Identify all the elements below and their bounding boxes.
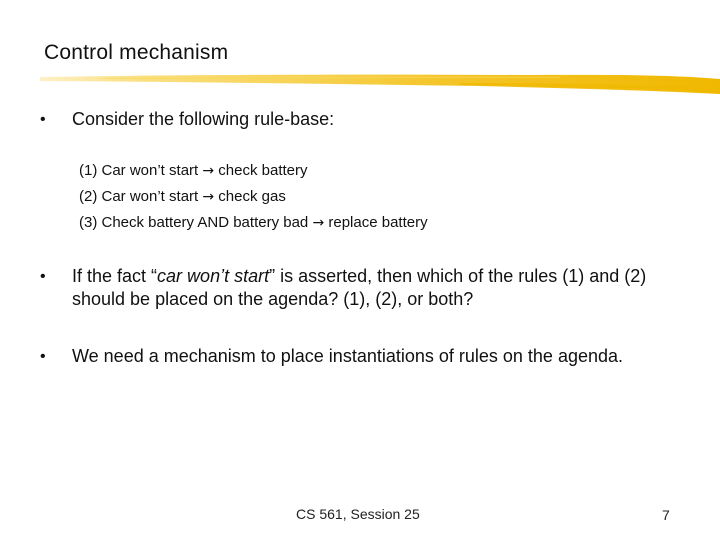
rule-action: replace battery bbox=[328, 214, 428, 231]
rule-action: check battery bbox=[218, 162, 308, 179]
title-underline-brushstroke bbox=[40, 70, 720, 100]
bullet-item-2 bbox=[40, 265, 680, 311]
rule-action: check gas bbox=[218, 188, 286, 205]
bullet-text-post: ” is asserted, then which of the rules (1) and (2) should be placed on the agenda? (1), (2), or both? bbox=[72, 266, 647, 309]
rule-condition: (1) Car won’t start bbox=[79, 162, 199, 179]
bullet-marker: • bbox=[40, 111, 46, 128]
slide-title: Control mechanism bbox=[44, 41, 229, 64]
bullet-text: Consider the following rule-base: bbox=[72, 109, 335, 129]
bullet-text-emphasis: car won’t start bbox=[157, 266, 270, 286]
bullet-text-pre: If the fact “ bbox=[72, 266, 158, 286]
bullet-text bbox=[72, 265, 680, 311]
right-arrow-icon: → bbox=[202, 189, 215, 205]
page-number: 7 bbox=[662, 507, 670, 523]
footer-course-label: CS 561, Session 25 bbox=[296, 506, 420, 522]
bullet-text: We need a mechanism to place instantiations of rules on the agenda. bbox=[72, 346, 624, 366]
right-arrow-icon: → bbox=[202, 163, 215, 179]
right-arrow-icon: → bbox=[312, 215, 325, 231]
bullet-marker: • bbox=[40, 268, 46, 285]
bullet-marker: • bbox=[40, 348, 46, 365]
rule-condition: (3) Check battery AND battery bad bbox=[79, 214, 309, 231]
bullet-item-3 bbox=[40, 345, 680, 368]
rule-item-3 bbox=[79, 210, 428, 236]
bullet-item-1 bbox=[40, 108, 680, 131]
rule-item-1 bbox=[79, 158, 428, 184]
rule-base-list bbox=[79, 158, 428, 236]
rule-item-2 bbox=[79, 184, 428, 210]
rule-condition: (2) Car won’t start bbox=[79, 188, 199, 205]
